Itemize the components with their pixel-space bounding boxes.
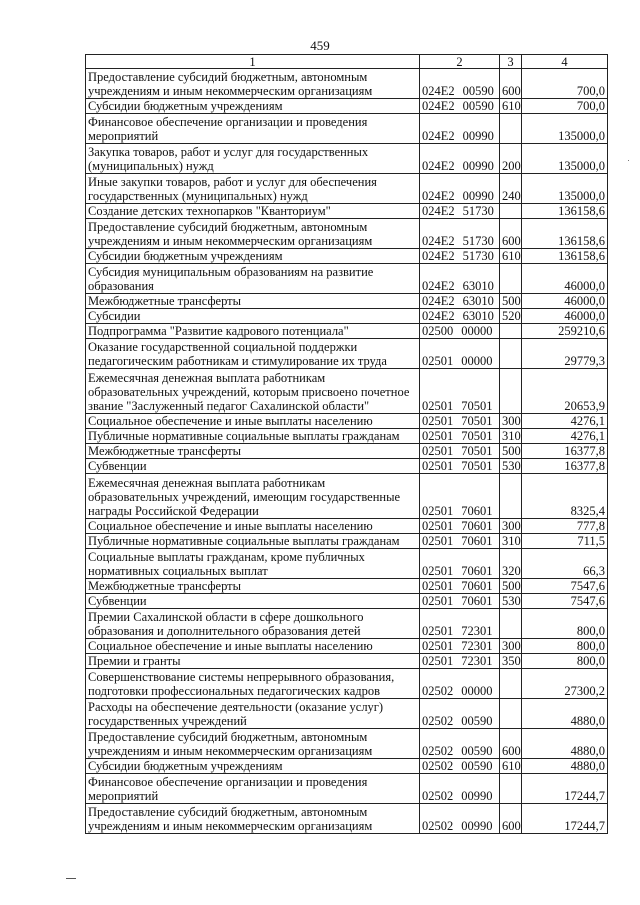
table-row [86, 264, 608, 294]
row-code-direction: 63010 [462, 294, 494, 308]
row-code-program: 02501 [422, 459, 454, 473]
row-code-direction: 00590 [462, 84, 494, 98]
row-amount-cell: 259210,6 [522, 324, 608, 339]
row-amount-cell: 17244,7 [522, 804, 608, 834]
row-code-direction: 70501 [461, 399, 493, 413]
row-code-direction: 00990 [461, 789, 493, 803]
row-amount-cell: 4276,1 [522, 414, 608, 429]
row-code-program: 02501 [422, 579, 454, 593]
row-amount-cell: 700,0 [522, 69, 608, 99]
row-code-program: 02501 [422, 534, 454, 548]
row-name-cell: Субсидия муниципальным образованиям на развитие образования [86, 264, 420, 294]
table-row [86, 669, 608, 699]
table-row [86, 429, 608, 444]
row-code-cell [420, 174, 500, 204]
row-code-cell [420, 444, 500, 459]
row-amount-cell: 4276,1 [522, 429, 608, 444]
row-code-direction: 70601 [461, 519, 493, 533]
row-name-cell: Создание детских технопарков "Кванториум" [86, 204, 420, 219]
row-code-cell [420, 114, 500, 144]
row-name-cell: Субсидии бюджетным учреждениям [86, 759, 420, 774]
row-code-cell [420, 219, 500, 249]
table-row [86, 294, 608, 309]
row-code-direction: 63010 [462, 279, 494, 293]
row-expense-type-cell: 530 [500, 459, 522, 474]
row-name-cell: Социальное обеспечение и иные выплаты населению [86, 519, 420, 534]
row-code-cell [420, 579, 500, 594]
row-amount-cell: 700,0 [522, 99, 608, 114]
row-name-cell: Межбюджетные трансферты [86, 579, 420, 594]
header-col-vr: 3 [500, 55, 522, 69]
row-code-direction: 72301 [461, 624, 493, 638]
table-row [86, 114, 608, 144]
row-name-cell: Ежемесячная денежная выплата работникам образовательных учреждений, которым присвоено почетное звание "Заслуженный педагог Сахалинской области" [86, 369, 420, 414]
row-code-direction: 70501 [461, 459, 493, 473]
row-expense-type-cell: 610 [500, 249, 522, 264]
table-row [86, 549, 608, 579]
row-code-cell [420, 144, 500, 174]
table-row [86, 474, 608, 519]
row-name-cell: Публичные нормативные социальные выплаты гражданам [86, 534, 420, 549]
header-col-name: 1 [86, 55, 420, 69]
row-code-direction: 72301 [461, 639, 493, 653]
table-row [86, 99, 608, 114]
row-amount-cell: 16377,8 [522, 459, 608, 474]
row-code-program: 02501 [422, 564, 454, 578]
row-code-program: 02501 [422, 414, 454, 428]
row-code-program: 024E2 [422, 99, 455, 113]
row-code-direction: 00000 [461, 324, 493, 338]
row-code-program: 02501 [422, 519, 454, 533]
row-expense-type-cell: 610 [500, 759, 522, 774]
table-row [86, 459, 608, 474]
row-expense-type-cell: 310 [500, 534, 522, 549]
row-code-cell [420, 429, 500, 444]
row-code-program: 02501 [422, 639, 454, 653]
row-expense-type-cell: 600 [500, 729, 522, 759]
row-amount-cell: 777,8 [522, 519, 608, 534]
row-name-cell: Оказание государственной социальной поддержки педагогическим работникам и стимулирование их труда [86, 339, 420, 369]
row-expense-type-cell [500, 339, 522, 369]
row-expense-type-cell: 600 [500, 804, 522, 834]
table-row [86, 759, 608, 774]
row-code-cell [420, 594, 500, 609]
table-row [86, 219, 608, 249]
row-code-program: 02502 [422, 744, 454, 758]
row-code-direction: 70501 [461, 414, 493, 428]
row-code-direction: 70601 [461, 579, 493, 593]
row-expense-type-cell: 300 [500, 519, 522, 534]
row-expense-type-cell: 500 [500, 579, 522, 594]
row-code-direction: 70601 [461, 594, 493, 608]
row-code-direction: 70601 [461, 534, 493, 548]
row-code-program: 02501 [422, 354, 454, 368]
row-code-cell [420, 669, 500, 699]
row-name-cell: Расходы на обеспечение деятельности (оказание услуг) государственных учреждений [86, 699, 420, 729]
table-row [86, 249, 608, 264]
row-expense-type-cell: 600 [500, 69, 522, 99]
row-code-cell [420, 459, 500, 474]
row-code-cell [420, 609, 500, 639]
row-expense-type-cell [500, 774, 522, 804]
row-code-cell [420, 249, 500, 264]
row-amount-cell: 4880,0 [522, 759, 608, 774]
row-code-program: 024E2 [422, 84, 455, 98]
row-code-cell [420, 309, 500, 324]
row-name-cell: Финансовое обеспечение организации и проведения мероприятий [86, 774, 420, 804]
row-expense-type-cell: 530 [500, 594, 522, 609]
row-code-cell [420, 549, 500, 579]
row-expense-type-cell [500, 204, 522, 219]
row-code-direction: 00990 [462, 129, 494, 143]
row-name-cell: Закупка товаров, работ и услуг для государственных (муниципальных) нужд [86, 144, 420, 174]
table-row [86, 204, 608, 219]
row-code-direction: 00590 [462, 99, 494, 113]
row-amount-cell: 7547,6 [522, 594, 608, 609]
row-expense-type-cell [500, 369, 522, 414]
row-code-cell [420, 654, 500, 669]
table-row [86, 774, 608, 804]
table-row [86, 804, 608, 834]
row-amount-cell: 27300,2 [522, 669, 608, 699]
row-amount-cell: 7547,6 [522, 579, 608, 594]
row-code-program: 024E2 [422, 249, 455, 263]
row-amount-cell: 800,0 [522, 639, 608, 654]
row-amount-cell: 4880,0 [522, 729, 608, 759]
table-row [86, 519, 608, 534]
row-expense-type-cell [500, 474, 522, 519]
row-code-program: 02501 [422, 624, 454, 638]
row-amount-cell: 800,0 [522, 654, 608, 669]
row-name-cell: Социальное обеспечение и иные выплаты населению [86, 414, 420, 429]
row-name-cell: Субсидии бюджетным учреждениям [86, 99, 420, 114]
row-code-program: 02502 [422, 759, 454, 773]
row-code-direction: 00990 [462, 189, 494, 203]
row-code-program: 02501 [422, 504, 454, 518]
row-expense-type-cell [500, 699, 522, 729]
row-code-direction: 00990 [462, 159, 494, 173]
row-code-cell [420, 369, 500, 414]
scan-edge-mark [66, 878, 76, 879]
row-code-direction: 70501 [461, 429, 493, 443]
scan-speck [628, 160, 629, 161]
row-amount-cell: 20653,9 [522, 369, 608, 414]
row-code-direction: 70501 [461, 444, 493, 458]
row-amount-cell: 135000,0 [522, 174, 608, 204]
table-row [86, 729, 608, 759]
page-number: 459 [310, 38, 330, 53]
row-code-program: 024E2 [422, 294, 455, 308]
row-name-cell: Субсидии бюджетным учреждениям [86, 249, 420, 264]
row-amount-cell: 800,0 [522, 609, 608, 639]
row-amount-cell: 8325,4 [522, 474, 608, 519]
table-row [86, 444, 608, 459]
row-amount-cell: 29779,3 [522, 339, 608, 369]
row-amount-cell: 16377,8 [522, 444, 608, 459]
row-code-direction: 00590 [461, 759, 493, 773]
row-code-program: 024E2 [422, 234, 455, 248]
table-body [86, 69, 608, 834]
row-expense-type-cell [500, 609, 522, 639]
row-name-cell: Межбюджетные трансферты [86, 294, 420, 309]
row-code-cell [420, 69, 500, 99]
row-code-cell [420, 639, 500, 654]
row-expense-type-cell: 500 [500, 294, 522, 309]
row-name-cell: Подпрограмма "Развитие кадрового потенциала" [86, 324, 420, 339]
table-row [86, 534, 608, 549]
table-header-row [86, 55, 608, 69]
table-row [86, 639, 608, 654]
row-code-program: 024E2 [422, 129, 455, 143]
row-code-direction: 63010 [462, 309, 494, 323]
row-expense-type-cell: 320 [500, 549, 522, 579]
row-code-cell [420, 474, 500, 519]
row-code-program: 02502 [422, 684, 454, 698]
row-code-cell [420, 339, 500, 369]
row-code-direction: 00590 [461, 714, 493, 728]
table-row [86, 369, 608, 414]
row-name-cell: Межбюджетные трансферты [86, 444, 420, 459]
row-code-cell [420, 534, 500, 549]
row-code-cell [420, 699, 500, 729]
row-code-program: 02500 [422, 324, 454, 338]
row-code-cell [420, 99, 500, 114]
row-code-direction: 70601 [461, 564, 493, 578]
row-code-cell [420, 774, 500, 804]
row-code-program: 024E2 [422, 279, 455, 293]
row-code-direction: 51730 [462, 204, 494, 218]
row-code-program: 02502 [422, 819, 454, 833]
row-name-cell: Субвенции [86, 459, 420, 474]
table-row [86, 69, 608, 99]
row-code-cell [420, 204, 500, 219]
row-code-cell [420, 264, 500, 294]
row-code-direction: 72301 [461, 654, 493, 668]
row-expense-type-cell: 610 [500, 99, 522, 114]
row-name-cell: Социальное обеспечение и иные выплаты населению [86, 639, 420, 654]
row-code-cell [420, 759, 500, 774]
row-code-cell [420, 324, 500, 339]
row-expense-type-cell: 500 [500, 444, 522, 459]
row-amount-cell: 136158,6 [522, 204, 608, 219]
row-name-cell: Предоставление субсидий бюджетным, автономным учреждениям и иным некоммерческим организациям [86, 729, 420, 759]
header-col-amount: 4 [522, 55, 608, 69]
row-code-direction: 51730 [462, 234, 494, 248]
row-code-direction: 00000 [461, 354, 493, 368]
row-expense-type-cell: 600 [500, 219, 522, 249]
row-name-cell: Премии Сахалинской области в сфере дошкольного образования и дополнительного образования детей [86, 609, 420, 639]
row-amount-cell: 46000,0 [522, 309, 608, 324]
header-col-code: 2 [420, 55, 500, 69]
row-name-cell: Совершенствование системы непрерывного образования, подготовки профессиональных педагогических кадров [86, 669, 420, 699]
row-expense-type-cell: 300 [500, 639, 522, 654]
row-code-program: 02501 [422, 594, 454, 608]
row-amount-cell: 17244,7 [522, 774, 608, 804]
table-row [86, 609, 608, 639]
row-name-cell: Премии и гранты [86, 654, 420, 669]
row-amount-cell: 66,3 [522, 549, 608, 579]
row-code-program: 02502 [422, 789, 454, 803]
row-expense-type-cell: 310 [500, 429, 522, 444]
row-expense-type-cell [500, 264, 522, 294]
row-expense-type-cell [500, 669, 522, 699]
table-row [86, 594, 608, 609]
table-row [86, 579, 608, 594]
row-expense-type-cell: 200 [500, 144, 522, 174]
row-amount-cell: 136158,6 [522, 249, 608, 264]
row-code-program: 02501 [422, 654, 454, 668]
row-code-direction: 00590 [461, 744, 493, 758]
table-row [86, 174, 608, 204]
row-amount-cell: 135000,0 [522, 144, 608, 174]
row-code-program: 02502 [422, 714, 454, 728]
row-code-program: 02501 [422, 429, 454, 443]
table-row [86, 309, 608, 324]
row-amount-cell: 46000,0 [522, 294, 608, 309]
row-amount-cell: 711,5 [522, 534, 608, 549]
table-row [86, 324, 608, 339]
row-code-program: 024E2 [422, 159, 455, 173]
row-amount-cell: 136158,6 [522, 219, 608, 249]
row-amount-cell: 46000,0 [522, 264, 608, 294]
row-code-cell [420, 414, 500, 429]
table-row [86, 699, 608, 729]
row-name-cell: Предоставление субсидий бюджетным, автономным учреждениям и иным некоммерческим организациям [86, 219, 420, 249]
budget-table [85, 54, 608, 834]
row-code-direction: 00990 [461, 819, 493, 833]
row-code-cell [420, 519, 500, 534]
row-expense-type-cell: 520 [500, 309, 522, 324]
row-code-cell [420, 804, 500, 834]
row-name-cell: Публичные нормативные социальные выплаты гражданам [86, 429, 420, 444]
row-code-cell [420, 729, 500, 759]
row-code-program: 02501 [422, 399, 454, 413]
row-amount-cell: 4880,0 [522, 699, 608, 729]
table-row [86, 414, 608, 429]
row-name-cell: Субвенции [86, 594, 420, 609]
row-name-cell: Предоставление субсидий бюджетным, автономным учреждениям и иным некоммерческим организациям [86, 69, 420, 99]
row-code-direction: 70601 [461, 504, 493, 518]
row-amount-cell: 135000,0 [522, 114, 608, 144]
row-expense-type-cell: 240 [500, 174, 522, 204]
row-name-cell: Субсидии [86, 309, 420, 324]
row-name-cell: Иные закупки товаров, работ и услуг для обеспечения государственных (муниципальных) нужд [86, 174, 420, 204]
row-name-cell: Социальные выплаты гражданам, кроме публичных нормативных социальных выплат [86, 549, 420, 579]
table-row [86, 144, 608, 174]
row-expense-type-cell: 350 [500, 654, 522, 669]
row-code-program: 02501 [422, 444, 454, 458]
row-expense-type-cell [500, 114, 522, 144]
row-expense-type-cell: 300 [500, 414, 522, 429]
row-name-cell: Предоставление субсидий бюджетным, автономным учреждениям и иным некоммерческим организациям [86, 804, 420, 834]
row-code-program: 024E2 [422, 189, 455, 203]
row-code-direction: 00000 [461, 684, 493, 698]
row-code-program: 024E2 [422, 204, 455, 218]
row-code-cell [420, 294, 500, 309]
row-name-cell: Ежемесячная денежная выплата работникам образовательных учреждений, имеющим государственные награды Российской Федерации [86, 474, 420, 519]
row-expense-type-cell [500, 324, 522, 339]
table-row [86, 339, 608, 369]
row-name-cell: Финансовое обеспечение организации и проведения мероприятий [86, 114, 420, 144]
table-row [86, 654, 608, 669]
row-code-direction: 51730 [462, 249, 494, 263]
row-code-program: 024E2 [422, 309, 455, 323]
